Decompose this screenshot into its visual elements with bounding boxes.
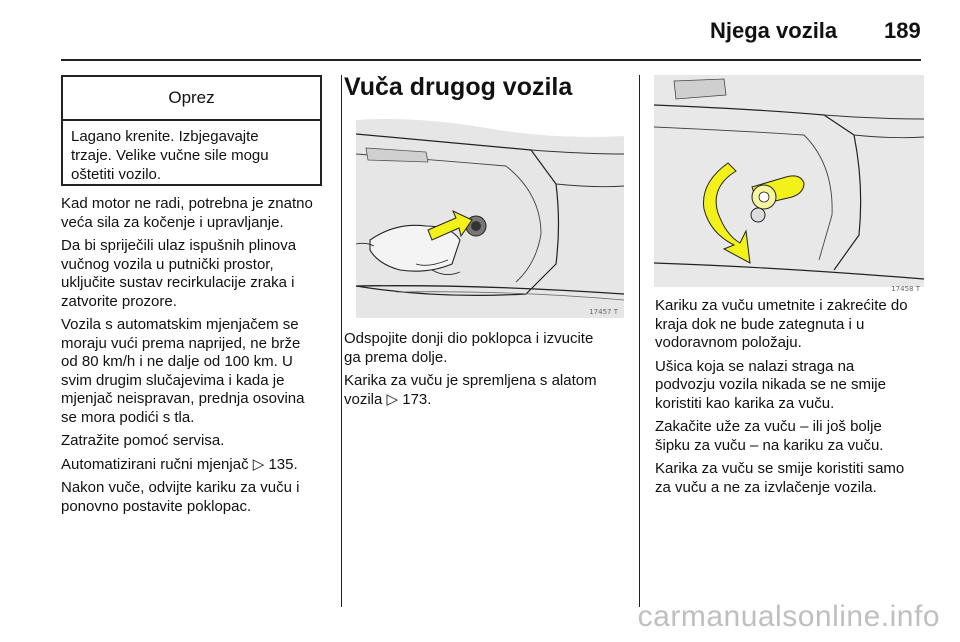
page-reference-icon: ▷ <box>386 390 399 408</box>
caution-line: oštetiti vozilo. <box>71 166 162 183</box>
header-rule <box>61 59 921 61</box>
paragraph: Da bi spriječili ulaz ispušnih plinova vučnog vozila u putnički prostor, uključite sustav recirkulacije zraka i zatvorite prozore. <box>61 237 297 310</box>
paragraph: Karika za vuču se smije koristiti samo za vuču a ne za izvlačenje vozila. <box>655 460 905 496</box>
figure-code: 17457 T <box>589 308 618 316</box>
paragraph: Zakačite uže za vuču – ili još bolje šipku za vuču – na kariku za vuču. <box>655 418 884 454</box>
paragraph-with-reference: Karika za vuču je spremljena s alatom vozila ▷ 173. <box>344 372 597 408</box>
caution-text <box>63 121 320 184</box>
figure-remove-cover <box>356 114 624 318</box>
page-reference-icon: ▷ <box>252 455 265 473</box>
paragraph: Vozila s automatskim mjenjačem se moraju vući prema naprijed, ne brže od 80 km/h i ne dalje od 100 km. U svim drugim slučajevima i kada je mjenjač neispravan, prednja osovina se mora podići s tla. <box>61 316 305 426</box>
paragraph: Nakon vuče, odvijte kariku za vuču i ponovno postavite poklopac. <box>61 479 300 515</box>
caution-line: Lagano krenite. Izbjegavajte <box>71 128 259 145</box>
towing-eye-illustration <box>654 75 924 287</box>
figure-code: 17458 T <box>891 285 920 293</box>
paragraph: Zatražite pomoć servisa. <box>61 432 225 449</box>
page-title: Njega vozila <box>710 18 838 43</box>
page-number: 189 <box>884 18 921 43</box>
paragraph: Odspojite donji dio poklopca i izvucite ga prema dolje. <box>344 330 594 366</box>
paragraph: Kariku za vuču umetnite i zakrećite do kraja dok ne bude zategnuta i u vodoravnom položaju. <box>655 297 908 351</box>
column-divider-1 <box>341 75 342 607</box>
caution-line: trzaje. Velike vučne sile mogu <box>71 147 269 164</box>
right-column-text <box>655 297 940 502</box>
column-divider-2 <box>639 75 640 607</box>
left-column-text <box>61 195 333 521</box>
middle-column-text <box>344 330 634 414</box>
page-reference-link[interactable]: 135. <box>268 455 298 473</box>
paragraph: Ušica koja se nalazi straga na podvozju vozila nikada se ne smije koristiti kao karika za vuču. <box>655 357 886 412</box>
section-title: Vuča drugog vozila <box>344 73 573 101</box>
caution-title: Oprez <box>63 77 320 121</box>
paragraph: Kad motor ne radi, potrebna je znatno veća sila za kočenje i upravljanje. <box>61 195 313 231</box>
caution-box <box>61 75 322 186</box>
paragraph-with-reference: Automatizirani ručni mjenjač ▷ 135. <box>61 455 298 473</box>
bumper-cover-illustration <box>356 114 624 318</box>
figure-insert-towing-eye <box>654 75 924 293</box>
page-reference-link[interactable]: 173. <box>402 390 432 408</box>
watermark: carmanualsonline.info <box>637 600 940 633</box>
